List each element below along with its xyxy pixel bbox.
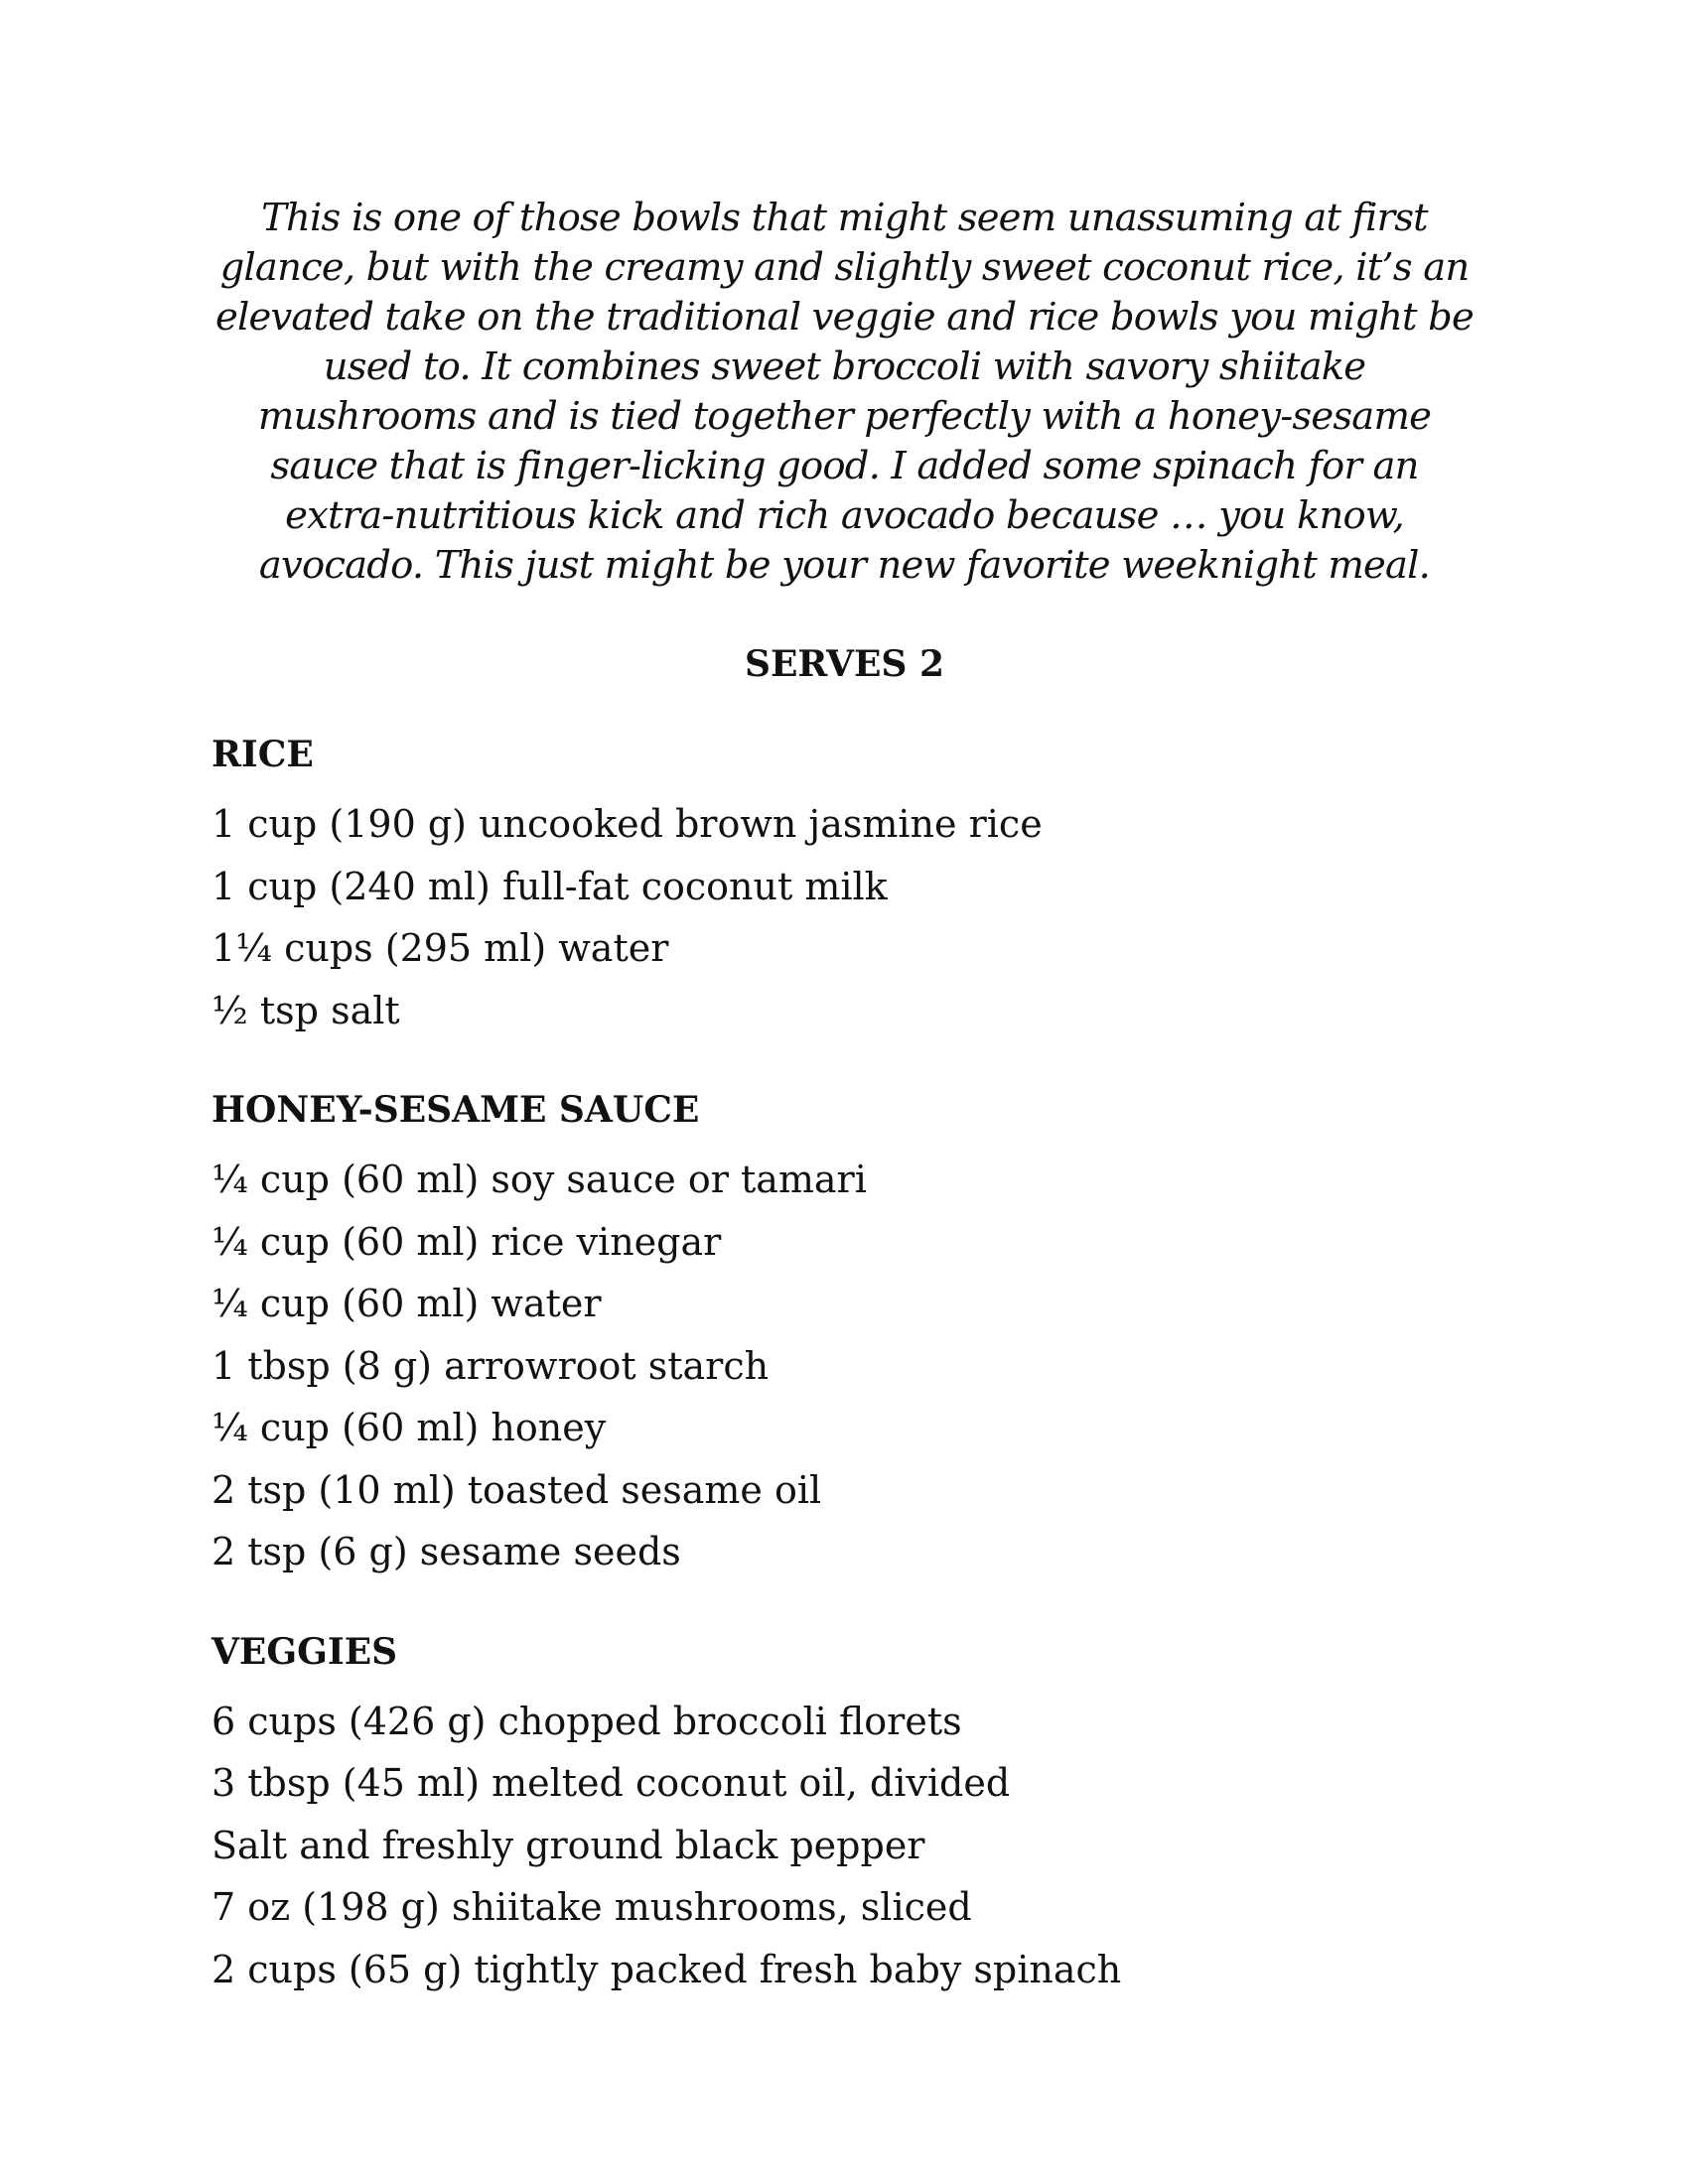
ingredient-item: 1 cup (240 ml) full-fat coconut milk	[211, 864, 888, 908]
ingredient-item: ¼ cup (60 ml) honey	[211, 1406, 607, 1449]
ingredient-item: 6 cups (426 g) chopped broccoli florets	[211, 1699, 962, 1743]
section-rice	[211, 733, 1477, 1041]
section-heading-rice: RICE	[211, 734, 314, 775]
ingredient-item: ¼ cup (60 ml) water	[211, 1282, 602, 1325]
ingredient-item: 2 tsp (10 ml) toasted sesame oil	[211, 1467, 822, 1512]
ingredient-list-honey-sesame-sauce	[211, 1149, 1477, 1583]
section-heading-veggies: VEGGIES	[211, 1630, 398, 1673]
ingredient-item: 1 tbsp (8 g) arrowroot starch	[211, 1343, 770, 1388]
ingredient-item: 2 cups (65 g) tightly packed fresh baby spinach	[211, 1947, 1122, 1991]
recipe-page	[211, 194, 1477, 2000]
ingredient-item: 1¼ cups (295 ml) water	[211, 926, 669, 970]
section-veggies	[211, 1630, 1477, 2001]
recipe-intro: This is one of those bowls that might seem unassuming at first glance, but with the creamy and slightly sweet coconut rice, it’s an elevated take on the traditional veggie and rice bowls you might be used to. It combines sweet broccoli with savory shiitake mushrooms and is tied together perfectly with a honey-sesame sauce that is finger-licking good. I added some spinach for an extra-nutritious kick and rich avocado because … you know, avocado. This just might be your new favorite weeknight meal.	[215, 196, 1474, 588]
ingredient-item: 2 tsp (6 g) sesame seeds	[211, 1530, 681, 1573]
ingredient-list-veggies	[211, 1691, 1477, 2001]
serves-heading: SERVES 2	[744, 643, 945, 685]
ingredient-item: 3 tbsp (45 ml) melted coconut oil, divided	[211, 1761, 1011, 1805]
ingredient-item: Salt and freshly ground black pepper	[211, 1823, 925, 1867]
section-heading-honey-sesame-sauce: HONEY-SESAME SAUCE	[211, 1089, 700, 1131]
ingredient-item: 1 cup (190 g) uncooked brown jasmine rice	[211, 802, 1043, 846]
ingredient-item: ½ tsp salt	[211, 988, 400, 1032]
section-honey-sesame-sauce	[211, 1088, 1477, 1583]
ingredient-item: ¼ cup (60 ml) rice vinegar	[211, 1219, 722, 1264]
ingredient-list-rice	[211, 793, 1477, 1041]
ingredient-item: 7 oz (198 g) shiitake mushrooms, sliced	[211, 1885, 972, 1929]
ingredient-item: ¼ cup (60 ml) soy sauce or tamari	[211, 1158, 867, 1201]
